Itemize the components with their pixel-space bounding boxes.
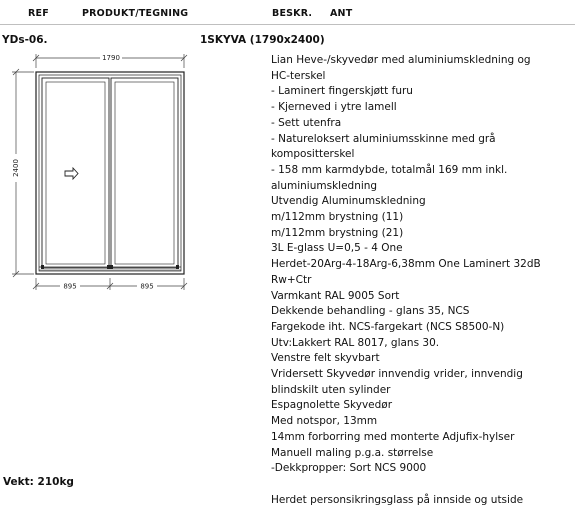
description-line: - Kjerneved i ytre lamell — [271, 101, 397, 114]
description-line: m/112mm brystning (21) — [271, 226, 404, 239]
position-id: YDs-06. — [2, 34, 48, 46]
description-line: - 158 mm karmdybde, totalmål 169 mm inkl. — [271, 163, 508, 176]
description-line: Utvendig Aluminumskledning — [271, 195, 426, 208]
description-line: Fargekode iht. NCS-fargekart (NCS S8500-N) — [271, 320, 505, 333]
description-line: Herdet personsikringsglass på innside og utside — [271, 493, 524, 506]
description — [271, 53, 571, 508]
left-pane-label: 895 — [63, 282, 77, 291]
description-line: Lian Heve-/skyvedør med aluminiumskledning og — [271, 54, 531, 66]
description-line: Espagnolette Skyvedør — [271, 399, 393, 412]
right-pane-label: 895 — [140, 282, 154, 291]
height-label: 2400 — [12, 159, 20, 177]
header-produkt: PRODUKT/TEGNING — [82, 8, 189, 19]
description-line: Manuell maling p.g.a. størrelse — [271, 446, 434, 459]
weight-label: Vekt: 210kg — [3, 476, 74, 488]
header-ref: REF — [28, 8, 49, 19]
door-frame — [36, 72, 184, 274]
arrow-right-icon — [65, 168, 78, 179]
door-drawing — [0, 48, 200, 298]
description-line: Venstre felt skyvbart — [271, 352, 380, 365]
description-line: - Sett utenfra — [271, 116, 342, 129]
pane-dimension — [33, 278, 187, 290]
description-line: -Dekkpropper: Sort NCS 9000 — [271, 462, 427, 475]
description-line: Herdet-20Arg-4-18Arg-6,38mm One Laminert 32dB — [271, 258, 541, 271]
description-line: blindskilt uten sylinder — [271, 383, 391, 396]
description-line: Varmkant RAL 9005 Sort — [271, 289, 400, 302]
description-line: kompositterskel — [271, 148, 355, 161]
description-line: 14mm forborring med monterte Adjufix-hylser — [271, 430, 515, 443]
header-ant: ANT — [330, 8, 353, 19]
description-line: HC-terskel — [271, 69, 326, 82]
description-line: - Natureloksert aluminiumsskinne med grå — [271, 132, 496, 145]
description-line: Utv:Lakkert RAL 8017, glans 30. — [271, 336, 440, 349]
description-line: Rw+Ctr — [271, 273, 312, 286]
description-spacer — [271, 477, 571, 493]
description-line: aluminiumskledning — [271, 179, 378, 192]
description-line: Dekkende behandling - glans 35, NCS — [271, 305, 470, 318]
product-title: 1SKYVA (1790x2400) — [200, 34, 325, 46]
description-line: 3L E-glass U=0,5 - 4 One — [271, 242, 403, 255]
header-beskr: BESKR. — [272, 8, 313, 19]
width-label: 1790 — [102, 54, 120, 62]
description-line: Med notspor, 13mm — [271, 415, 378, 428]
description-line: m/112mm brystning (11) — [271, 211, 404, 224]
description-line: - Laminert fingerskjøtt furu — [271, 85, 413, 98]
table-header — [0, 0, 575, 25]
description-line: Vridersett Skyvedør innvendig vrider, innvendig — [271, 368, 523, 381]
